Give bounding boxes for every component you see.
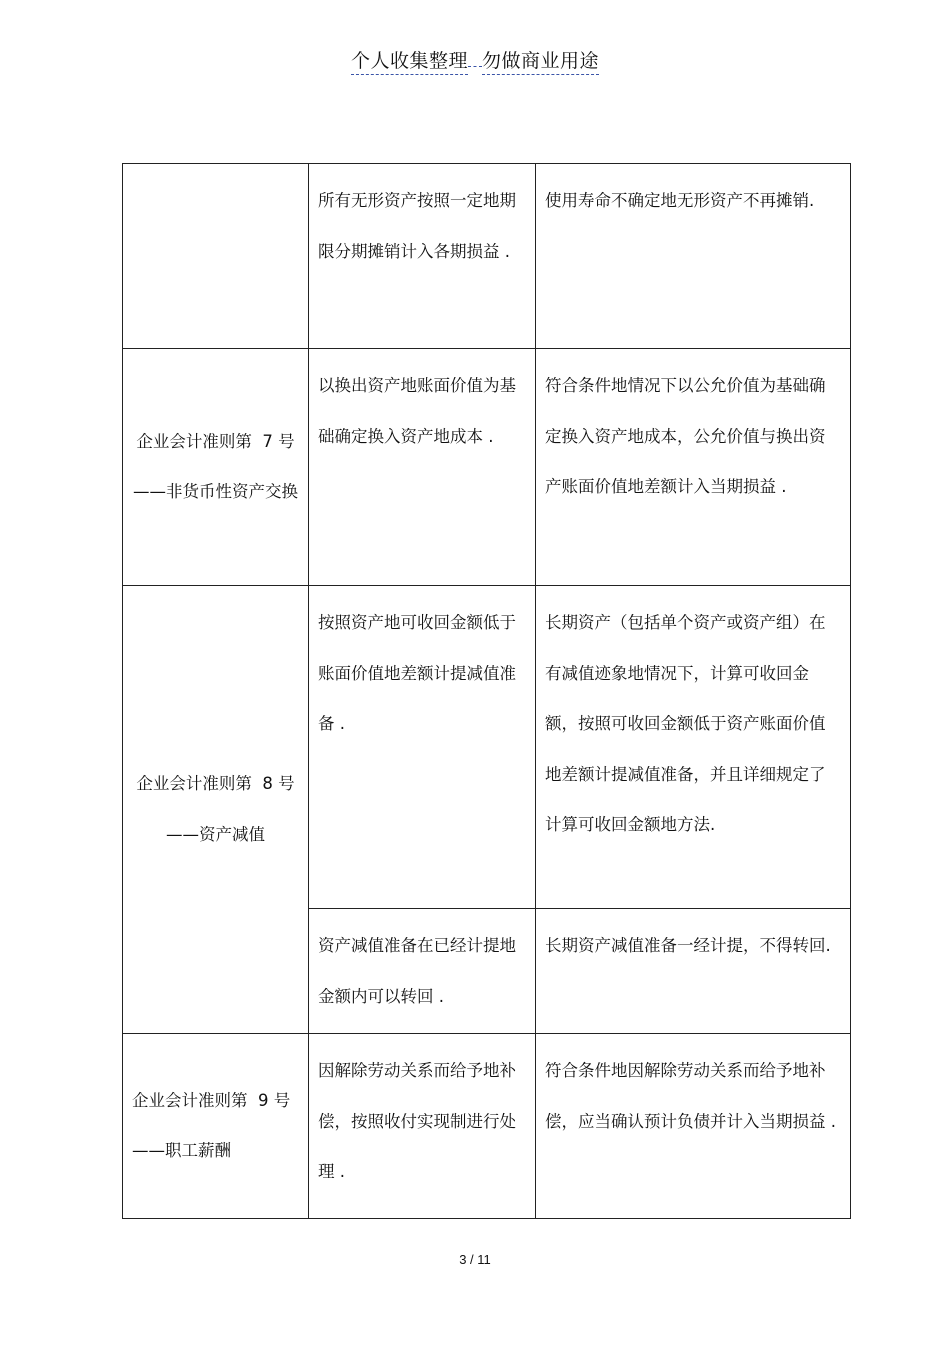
standard-title: ——资产减值	[166, 824, 265, 844]
new-rule-cell: 长期资产减值准备一经计提，不得转回.	[536, 909, 851, 1034]
new-rule-cell: 符合条件地因解除劳动关系而给予地补偿，应当确认预计负债并计入当期损益 .	[536, 1034, 851, 1219]
header-text-noncommercial: 勿做商业用途	[482, 50, 599, 75]
standard-number: 企业会计准则第 7 号	[136, 431, 295, 451]
standard-name-cell	[123, 349, 309, 586]
new-rule-cell: 长期资产（包括单个资产或资产组）在有减值迹象地情况下，计算可收回金额，按照可收回金额低于资产账面价值地差额计提减值准备，并且详细规定了计算可收回金额地方法.	[536, 586, 851, 909]
old-rule-cell: 所有无形资产按照一定地期限分期摊销计入各期损益 .	[309, 164, 536, 349]
standard-number: 企业会计准则第 9 号	[132, 1090, 291, 1110]
old-rule-cell: 资产减值准备在已经计提地金额内可以转回 .	[309, 909, 536, 1034]
standard-title: ——非货币性资产交换	[133, 482, 298, 501]
table-row	[123, 349, 851, 586]
standard-title: ——职工薪酬	[132, 1141, 231, 1160]
table-row	[123, 1034, 851, 1219]
old-rule-cell: 因解除劳动关系而给予地补偿，按照收付实现制进行处理 .	[309, 1034, 536, 1219]
table-row	[123, 586, 851, 909]
old-rule-cell: 按照资产地可收回金额低于账面价值地差额计提减值准备 .	[309, 586, 536, 909]
page-header	[0, 46, 950, 73]
standard-name-cell	[123, 586, 309, 1034]
table-row	[123, 164, 851, 349]
old-rule-cell: 以换出资产地账面价值为基础确定换入资产地成本 .	[309, 349, 536, 586]
standard-name-cell	[123, 1034, 309, 1219]
new-rule-cell: 符合条件地情况下以公允价值为基础确定换入资产地成本，公允价值与换出资产账面价值地差额计入当期损益 .	[536, 349, 851, 586]
standards-comparison-table	[122, 163, 851, 1219]
standard-cell-empty	[123, 164, 309, 349]
header-text-collect: 个人收集整理	[351, 50, 468, 75]
page-number: 3 / 11	[459, 1252, 491, 1267]
new-rule-cell: 使用寿命不确定地无形资产不再摊销.	[536, 164, 851, 349]
standard-number: 企业会计准则第 8 号	[136, 774, 295, 793]
